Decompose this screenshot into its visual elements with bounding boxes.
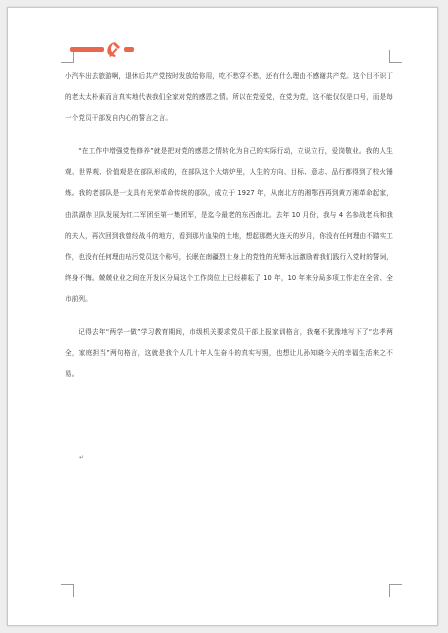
crop-mark-bottom-right	[389, 584, 402, 597]
document-page	[7, 7, 438, 626]
paragraph-2: “在工作中增强党性修养”就是把对党的感恩之情转化为自己的实际行动，立说立行，爱岗敬业。我的人生观、世界观、价值观是在部队形成的，在部队这个大熔炉里，人生的方向、目标、意志、品行都得到了校火锤炼。我的老部队是一支具有光荣革命传统的部队，成立于 1927 年，从南北方的湘鄂西再到黄万湘革命起家，由洪湖赤卫队发展为红二军团至第一集团军，是迄今最老的东西南北。去年 10 月份，我与 4 名参战老兵和我的夫人，再次回到我曾经战斗的地方，看到那片血染的土地，想起那燃火连天的岁月，你没有任何理由不踏实工作，也没有任何理由玷污党员这个称号，长眠在南疆烈士身上的党性的光辉永远激励着我们践行入党时的誓词，终身不悔。兢兢业业之间在开发区分局这个工作岗位上已经耕耘了 10 年，10 年来分局多项工作走在全省、全市前列。	[65, 147, 393, 303]
paragraph-3: 记得去年“两学一做”学习教育期间，市级机关要求党员干部上报家训格言，我毫不犹豫地写下了“忠孝两全，家庭担当”两句格言，这就是我个人几十年人生奋斗的真实写照，也想让儿孙知晓今天的幸福生活来之不易。	[65, 328, 393, 379]
header-bar-left	[70, 47, 104, 52]
header-bar-right	[124, 47, 134, 52]
hammer-sickle-icon	[104, 40, 124, 58]
header-decoration	[70, 40, 132, 56]
crop-mark-bottom-left	[61, 584, 74, 597]
document-body	[65, 66, 393, 385]
paragraph-1: 小汽车出去旅游啊，退休后共产党按时发放给你用，吃不愁穿不愁，还有什么理由不感谢共产党。这个目不识丁的老太太朴素而言真实地代表我们全家对党的感恩之情。所以在党爱党，在党为党，这不能仅仅是口号，而是每一个党员干部发自内心的誓言之言。	[65, 72, 393, 123]
crop-mark-top-right	[389, 50, 402, 63]
paragraph-end-mark: ↵	[79, 454, 85, 461]
